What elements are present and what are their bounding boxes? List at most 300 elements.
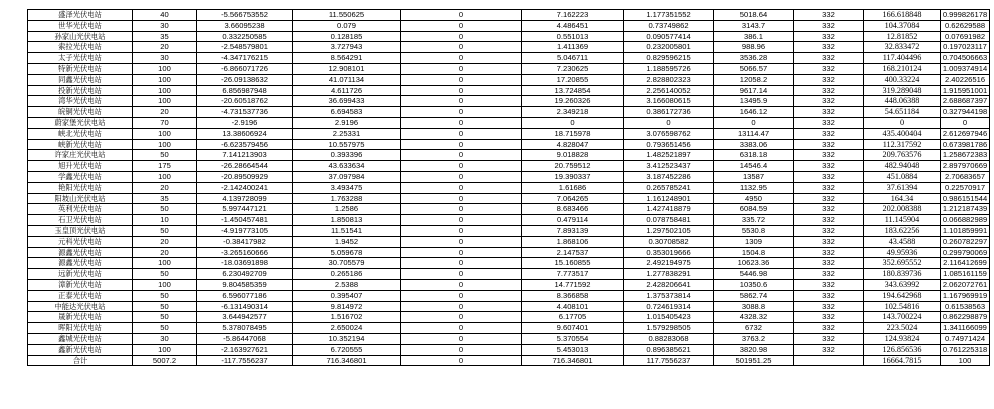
value-cell: 10.352194 <box>293 333 401 344</box>
value-cell: 0.62629588 <box>941 20 990 31</box>
value-cell: 9.018828 <box>522 150 624 161</box>
value-cell: 332 <box>794 10 864 21</box>
station-name-cell: 元科光伏电站 <box>28 236 133 247</box>
value-cell: 1.009374914 <box>941 63 990 74</box>
station-name-cell: 鑫城光伏电站 <box>28 333 133 344</box>
value-cell: 0.986151544 <box>941 193 990 204</box>
value-cell: 7.141213903 <box>197 150 293 161</box>
value-cell: 352.695552 <box>864 258 941 269</box>
value-cell: 1.101859991 <box>941 225 990 236</box>
value-cell: 100 <box>133 258 197 269</box>
value-cell: 2.25331 <box>293 128 401 139</box>
station-name-cell: 皖铜光伏电站 <box>28 107 133 118</box>
value-cell: 332 <box>794 215 864 226</box>
value-cell: 1.297502105 <box>624 225 714 236</box>
value-cell: 10350.6 <box>714 279 794 290</box>
value-cell: 0 <box>401 215 522 226</box>
value-cell: 332 <box>794 63 864 74</box>
value-cell: 332 <box>794 279 864 290</box>
value-cell: 164.34 <box>864 193 941 204</box>
value-cell: 332 <box>794 193 864 204</box>
data-table <box>27 9 990 366</box>
value-cell: -117.7556237 <box>197 355 293 366</box>
value-cell: 100 <box>133 279 197 290</box>
station-name-cell: 太子光伏电站 <box>28 53 133 64</box>
value-cell: 1.375373814 <box>624 290 714 301</box>
station-name-cell: 合计 <box>28 355 133 366</box>
value-cell: 332 <box>794 236 864 247</box>
value-cell: 30 <box>133 20 197 31</box>
value-cell: 1309 <box>714 236 794 247</box>
value-cell: 332 <box>794 139 864 150</box>
value-cell: 0.332250585 <box>197 31 293 42</box>
value-cell: 30.705579 <box>293 258 401 269</box>
value-cell: 0.551013 <box>522 31 624 42</box>
value-cell: 0.353019666 <box>624 247 714 258</box>
value-cell: 1.850813 <box>293 215 401 226</box>
value-cell: 332 <box>794 107 864 118</box>
value-cell: 168.210124 <box>864 63 941 74</box>
value-cell: 166.618848 <box>864 10 941 21</box>
value-cell: 3143.7 <box>714 20 794 31</box>
value-cell: 15.160855 <box>522 258 624 269</box>
value-cell: 332 <box>794 247 864 258</box>
value-cell: 332 <box>794 344 864 355</box>
value-cell: 0.761225318 <box>941 344 990 355</box>
table-row <box>28 42 990 53</box>
value-cell: 319.289048 <box>864 85 941 96</box>
value-cell: 50 <box>133 150 197 161</box>
value-cell: 1.2586 <box>293 204 401 215</box>
value-cell: 6.596077186 <box>197 290 293 301</box>
value-cell: 13.724854 <box>522 85 624 96</box>
value-cell: 7.230625 <box>522 63 624 74</box>
value-cell: 0 <box>401 193 522 204</box>
value-cell: 0 <box>401 117 522 128</box>
value-cell: 100 <box>133 96 197 107</box>
table-row <box>28 333 990 344</box>
value-cell: 1.427418879 <box>624 204 714 215</box>
value-cell: 0 <box>401 269 522 280</box>
value-cell: 332 <box>794 20 864 31</box>
value-cell: 6.720555 <box>293 344 401 355</box>
value-cell: 0.078758481 <box>624 215 714 226</box>
value-cell: -4.919773105 <box>197 225 293 236</box>
value-cell: 19.390337 <box>522 171 624 182</box>
value-cell: 1.212187439 <box>941 204 990 215</box>
table-row <box>28 31 990 42</box>
value-cell: 0 <box>401 53 522 64</box>
value-cell: 2.828802323 <box>624 74 714 85</box>
value-cell: 5007.2 <box>133 355 197 366</box>
table-row <box>28 20 990 31</box>
station-name-cell: 阳坡山光伏电站 <box>28 193 133 204</box>
table-row <box>28 161 990 172</box>
station-name-cell: 鑫新光伏电站 <box>28 344 133 355</box>
station-name-cell: 正泰光伏电站 <box>28 290 133 301</box>
value-cell: 332 <box>794 42 864 53</box>
station-name-cell: 玉皇顶光伏电站 <box>28 225 133 236</box>
value-cell: 3.727943 <box>293 42 401 53</box>
value-cell: 37.097984 <box>293 171 401 182</box>
table-row <box>28 258 990 269</box>
value-cell: 7.773517 <box>522 269 624 280</box>
value-cell: 3.166080615 <box>624 96 714 107</box>
value-cell: 3820.98 <box>714 344 794 355</box>
value-cell: 30 <box>133 53 197 64</box>
value-cell: 0 <box>401 171 522 182</box>
value-cell: 1.411369 <box>522 42 624 53</box>
table-row <box>28 225 990 236</box>
value-cell: 1.868106 <box>522 236 624 247</box>
station-name-cell: 峡北光伏电站 <box>28 128 133 139</box>
value-cell: 0.896385621 <box>624 344 714 355</box>
value-cell: 400.33224 <box>864 74 941 85</box>
value-cell: 0 <box>522 117 624 128</box>
value-cell: 70 <box>133 117 197 128</box>
value-cell: 183.62256 <box>864 225 941 236</box>
value-cell: 1.341166099 <box>941 323 990 334</box>
value-cell: 0.479114 <box>522 215 624 226</box>
value-cell: 194.642968 <box>864 290 941 301</box>
value-cell: 117.7556237 <box>624 355 714 366</box>
value-cell: 12.81852 <box>864 31 941 42</box>
value-cell: 49.95936 <box>864 247 941 258</box>
value-cell: 10 <box>133 215 197 226</box>
value-cell: 35 <box>133 31 197 42</box>
station-name-cell: 索拉光伏电站 <box>28 42 133 53</box>
value-cell: 102.54816 <box>864 301 941 312</box>
value-cell: 20 <box>133 182 197 193</box>
value-cell: 2.428206641 <box>624 279 714 290</box>
value-cell: 12.908101 <box>293 63 401 74</box>
value-cell <box>794 355 864 366</box>
value-cell: 482.94048 <box>864 161 941 172</box>
value-cell: -20.89509929 <box>197 171 293 182</box>
value-cell: 0 <box>401 31 522 42</box>
value-cell: 5.997447121 <box>197 204 293 215</box>
value-cell: 3.076598762 <box>624 128 714 139</box>
value-cell: 332 <box>794 150 864 161</box>
value-cell: 50 <box>133 290 197 301</box>
table-row <box>28 193 990 204</box>
value-cell: 40 <box>133 10 197 21</box>
value-cell: 11.550625 <box>293 10 401 21</box>
value-cell: 11.51541 <box>293 225 401 236</box>
station-name-cell: 艳阳光伏电站 <box>28 182 133 193</box>
station-name-cell: 英利光伏电站 <box>28 204 133 215</box>
value-cell: 30 <box>133 333 197 344</box>
value-cell: 332 <box>794 161 864 172</box>
value-cell: 1646.12 <box>714 107 794 118</box>
value-cell: 50 <box>133 204 197 215</box>
station-name-cell: 盛泽光伏电站 <box>28 10 133 21</box>
value-cell: 5862.74 <box>714 290 794 301</box>
value-cell: 0 <box>401 96 522 107</box>
value-cell: 0 <box>401 42 522 53</box>
value-cell: 13114.47 <box>714 128 794 139</box>
value-cell: 332 <box>794 225 864 236</box>
table-row <box>28 279 990 290</box>
value-cell: 0.260782297 <box>941 236 990 247</box>
value-cell: 13587 <box>714 171 794 182</box>
value-cell: 0.30708582 <box>624 236 714 247</box>
value-cell: 2.116412699 <box>941 258 990 269</box>
value-cell: 5066.57 <box>714 63 794 74</box>
value-cell: 2.9196 <box>293 117 401 128</box>
value-cell: 6084.59 <box>714 204 794 215</box>
value-cell: 124.93824 <box>864 333 941 344</box>
value-cell: 20 <box>133 247 197 258</box>
value-cell: 0.395407 <box>293 290 401 301</box>
value-cell: 0.724619314 <box>624 301 714 312</box>
table-row <box>28 247 990 258</box>
value-cell: 13.38606924 <box>197 128 293 139</box>
value-cell: 0 <box>401 344 522 355</box>
value-cell: 4950 <box>714 193 794 204</box>
value-cell: 50 <box>133 301 197 312</box>
value-cell: 50 <box>133 225 197 236</box>
table-row <box>28 10 990 21</box>
table-row <box>28 290 990 301</box>
station-name-cell: 世华光伏电站 <box>28 20 133 31</box>
value-cell: 2.349218 <box>522 107 624 118</box>
value-cell: 5.046711 <box>522 53 624 64</box>
value-cell: 332 <box>794 171 864 182</box>
value-cell: 0.265785241 <box>624 182 714 193</box>
value-cell: 332 <box>794 290 864 301</box>
value-cell: 9.804585359 <box>197 279 293 290</box>
value-cell: 332 <box>794 333 864 344</box>
value-cell: 50 <box>133 323 197 334</box>
value-cell: 0.079 <box>293 20 401 31</box>
value-cell: 4.828047 <box>522 139 624 150</box>
value-cell: 0 <box>401 85 522 96</box>
value-cell: 0 <box>401 247 522 258</box>
value-cell: 0.07691982 <box>941 31 990 42</box>
value-cell: 5018.64 <box>714 10 794 21</box>
value-cell: 9617.14 <box>714 85 794 96</box>
value-cell: 43.633634 <box>293 161 401 172</box>
value-cell: 332 <box>794 31 864 42</box>
value-cell: 332 <box>794 323 864 334</box>
value-cell: 3088.8 <box>714 301 794 312</box>
value-cell: 36.699433 <box>293 96 401 107</box>
value-cell: 12058.2 <box>714 74 794 85</box>
table-row <box>28 107 990 118</box>
value-cell: 0.73749862 <box>624 20 714 31</box>
value-cell: 20.759512 <box>522 161 624 172</box>
value-cell: 9.607401 <box>522 323 624 334</box>
value-cell: 18.715978 <box>522 128 624 139</box>
value-cell: -4.731537736 <box>197 107 293 118</box>
value-cell: 100 <box>941 355 990 366</box>
table-row <box>28 301 990 312</box>
value-cell: 6.17705 <box>522 312 624 323</box>
value-cell: 4328.32 <box>714 312 794 323</box>
value-cell: 2.40226516 <box>941 74 990 85</box>
value-cell: 0 <box>941 117 990 128</box>
value-cell: 20 <box>133 107 197 118</box>
value-cell: 0.74971424 <box>941 333 990 344</box>
value-cell: 0.265186 <box>293 269 401 280</box>
value-cell: 4.408101 <box>522 301 624 312</box>
value-cell: 50 <box>133 269 197 280</box>
value-cell: 14546.4 <box>714 161 794 172</box>
value-cell: 5530.8 <box>714 225 794 236</box>
value-cell: 2.062072761 <box>941 279 990 290</box>
value-cell: 0.066882989 <box>941 215 990 226</box>
table-row <box>28 53 990 64</box>
value-cell: 1.915951001 <box>941 85 990 96</box>
value-cell: 7.064265 <box>522 193 624 204</box>
value-cell: 19.260326 <box>522 96 624 107</box>
value-cell: 1132.95 <box>714 182 794 193</box>
value-cell: 1.015405423 <box>624 312 714 323</box>
station-name-cell: 特新光伏电站 <box>28 63 133 74</box>
value-cell: 0 <box>401 301 522 312</box>
value-cell: 0.232005801 <box>624 42 714 53</box>
value-cell: 3383.06 <box>714 139 794 150</box>
value-cell: 2.612697946 <box>941 128 990 139</box>
value-cell: 0 <box>401 161 522 172</box>
value-cell: 0.327944198 <box>941 107 990 118</box>
value-cell: 100 <box>133 74 197 85</box>
value-cell: 332 <box>794 258 864 269</box>
value-cell: 8.564291 <box>293 53 401 64</box>
value-cell: -0.38417982 <box>197 236 293 247</box>
value-cell: 3763.2 <box>714 333 794 344</box>
value-cell: 100 <box>133 171 197 182</box>
table-row <box>28 182 990 193</box>
value-cell: 32.833472 <box>864 42 941 53</box>
value-cell: 332 <box>794 117 864 128</box>
value-cell: 332 <box>794 53 864 64</box>
value-cell: -6.131490314 <box>197 301 293 312</box>
value-cell: 117.404496 <box>864 53 941 64</box>
table-row <box>28 74 990 85</box>
value-cell: -2.9196 <box>197 117 293 128</box>
station-name-cell: 同鑫光伏电站 <box>28 74 133 85</box>
table-row <box>28 139 990 150</box>
value-cell: 209.763576 <box>864 150 941 161</box>
value-cell: 5.453013 <box>522 344 624 355</box>
table-row <box>28 204 990 215</box>
value-cell: 0.673981786 <box>941 139 990 150</box>
value-cell: 3.66095238 <box>197 20 293 31</box>
value-cell: 37.61394 <box>864 182 941 193</box>
value-cell: 2.650024 <box>293 323 401 334</box>
table-row <box>28 215 990 226</box>
value-cell: 2.5388 <box>293 279 401 290</box>
value-cell: 1.188595726 <box>624 63 714 74</box>
table-row <box>28 269 990 280</box>
value-cell: 0 <box>401 182 522 193</box>
value-cell: 0 <box>401 225 522 236</box>
value-cell: 1.258672383 <box>941 150 990 161</box>
table-row <box>28 96 990 107</box>
value-cell: 0.88283068 <box>624 333 714 344</box>
value-cell: 6.694583 <box>293 107 401 118</box>
value-cell: 143.700224 <box>864 312 941 323</box>
value-cell: 6.856987948 <box>197 85 293 96</box>
value-cell: 6.230492709 <box>197 269 293 280</box>
value-cell: 0.393396 <box>293 150 401 161</box>
value-cell: 0 <box>624 117 714 128</box>
value-cell: 1.9452 <box>293 236 401 247</box>
table-row <box>28 85 990 96</box>
value-cell: 2.492194975 <box>624 258 714 269</box>
value-cell: 2.897970669 <box>941 161 990 172</box>
station-name-cell: 学鑫光伏电站 <box>28 171 133 182</box>
table-row <box>28 312 990 323</box>
value-cell: 0.090577414 <box>624 31 714 42</box>
value-cell: -2.548579801 <box>197 42 293 53</box>
value-cell: 100 <box>133 128 197 139</box>
value-cell: 100 <box>133 344 197 355</box>
value-cell: 2.256140052 <box>624 85 714 96</box>
value-cell: 10623.36 <box>714 258 794 269</box>
station-name-cell: 湾华光伏电站 <box>28 96 133 107</box>
value-cell: 41.071134 <box>293 74 401 85</box>
value-cell: 0 <box>401 323 522 334</box>
value-cell: 0 <box>401 10 522 21</box>
value-cell: 0.999826178 <box>941 10 990 21</box>
value-cell: 20 <box>133 236 197 247</box>
table-row <box>28 344 990 355</box>
value-cell: 10.557975 <box>293 139 401 150</box>
station-name-cell: 旭升光伏电站 <box>28 161 133 172</box>
value-cell: 0 <box>401 139 522 150</box>
value-cell: 4.139728099 <box>197 193 293 204</box>
value-cell: 448.06388 <box>864 96 941 107</box>
value-cell: -18.03691898 <box>197 258 293 269</box>
value-cell: 0 <box>864 117 941 128</box>
value-cell: 435.400404 <box>864 128 941 139</box>
value-cell: 0 <box>401 20 522 31</box>
station-name-cell: 晟新光伏电站 <box>28 312 133 323</box>
value-cell: 8.366858 <box>522 290 624 301</box>
station-name-cell: 源鑫光伏电站 <box>28 258 133 269</box>
value-cell: 100 <box>133 139 197 150</box>
value-cell: 20 <box>133 42 197 53</box>
value-cell: 3.187452286 <box>624 171 714 182</box>
value-cell: 0 <box>401 204 522 215</box>
value-cell: 2.688687397 <box>941 96 990 107</box>
value-cell: 1.516702 <box>293 312 401 323</box>
value-cell: 1.177351552 <box>624 10 714 21</box>
value-cell: 0 <box>401 128 522 139</box>
value-cell: 0.299790069 <box>941 247 990 258</box>
value-cell: 0 <box>714 117 794 128</box>
value-cell: 1.161248901 <box>624 193 714 204</box>
value-cell: 180.839736 <box>864 269 941 280</box>
value-cell: 332 <box>794 269 864 280</box>
value-cell: 5.378078495 <box>197 323 293 334</box>
value-cell: 202.008388 <box>864 204 941 215</box>
value-cell: 0.61538563 <box>941 301 990 312</box>
value-cell: -4.347176215 <box>197 53 293 64</box>
value-cell: -20.60518762 <box>197 96 293 107</box>
station-name-cell: 晖阳光伏电站 <box>28 323 133 334</box>
value-cell: 0 <box>401 312 522 323</box>
value-cell: 0 <box>401 150 522 161</box>
value-cell: 1.482521897 <box>624 150 714 161</box>
value-cell: 386.1 <box>714 31 794 42</box>
value-cell: 5.370554 <box>522 333 624 344</box>
value-cell: -5.86447068 <box>197 333 293 344</box>
value-cell: 332 <box>794 128 864 139</box>
